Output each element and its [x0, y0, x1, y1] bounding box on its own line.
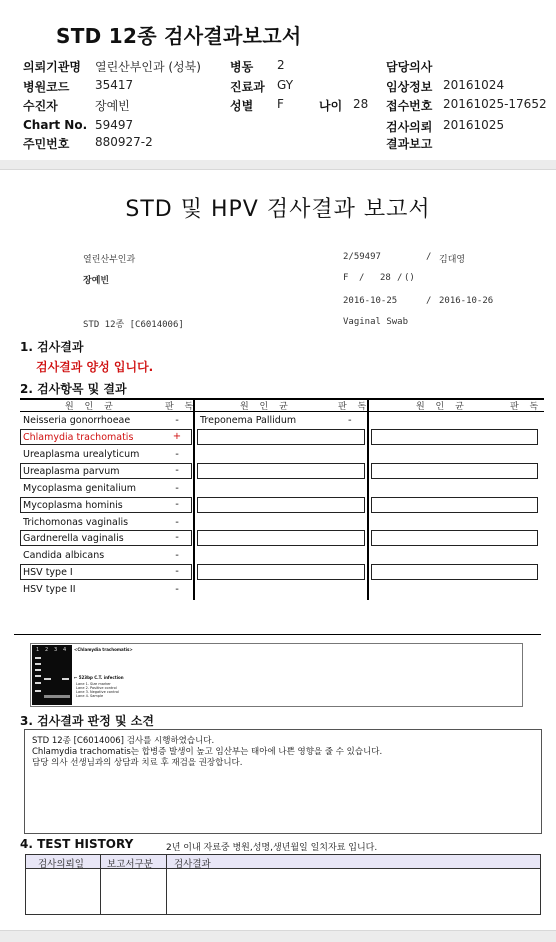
organism-result: - — [175, 499, 179, 510]
report-sex: F — [343, 273, 349, 283]
gel-band — [35, 669, 41, 671]
gel-band — [35, 657, 41, 659]
age-label: 나이 — [319, 99, 343, 113]
hospital-code-value: 35417 — [95, 78, 134, 92]
divider-line — [14, 634, 541, 635]
report-age: 28 — [380, 273, 391, 283]
col1-pathogen-header: 원 인 균 — [65, 402, 117, 412]
report-doctor-separator: / — [426, 252, 432, 262]
report-paren: () — [404, 273, 415, 283]
organism-name: Ureaplasma urealyticum — [23, 449, 140, 460]
history-col-divider — [100, 855, 101, 914]
gel-legend-item: Lane 2. Positive control — [76, 686, 117, 690]
organism-result: - — [175, 532, 179, 543]
organism-result: - — [175, 566, 179, 577]
organism-name: Mycoplasma genitalium — [23, 483, 137, 494]
col3-pathogen-header: 원 인 균 — [416, 402, 468, 412]
report-specimen: Vaginal Swab — [343, 317, 409, 327]
organism-result: - — [175, 550, 179, 561]
organism-result: - — [175, 517, 179, 528]
report-doctor-name: 김대영 — [439, 255, 466, 265]
organism-result: - — [175, 415, 179, 426]
gel-lane-number: 3 — [54, 647, 58, 653]
positive-result-text: 검사결과 양성 입니다. — [36, 360, 154, 374]
hospital-code-label: 병원코드 — [23, 80, 70, 94]
gel-legend-item: Lane 1. Size marker — [76, 682, 111, 686]
gel-band — [35, 690, 41, 692]
history-col-request-date: 검사의뢰일 — [38, 859, 84, 870]
resident-no-label: 주민번호 — [23, 137, 70, 151]
col3-judgement-header: 판 독 — [510, 402, 543, 412]
col2-judgement-header: 판 독 — [338, 402, 371, 412]
gel-lane-number: 1 — [36, 647, 40, 653]
col2-organism-result: - — [348, 415, 352, 426]
opinion-box — [24, 729, 542, 834]
clinical-info-label: 임상정보 — [386, 80, 433, 94]
organism-name: Mycoplasma hominis — [23, 500, 123, 511]
chart-no-label: Chart No. — [23, 118, 88, 132]
col2-organism-name: Treponema Pallidum — [200, 415, 297, 426]
history-col-result: 검사결과 — [174, 859, 211, 870]
organism-name: Gardnerella vaginalis — [23, 533, 124, 544]
gel-band — [62, 678, 69, 680]
gel-photo — [32, 645, 72, 705]
sex-value: F — [277, 97, 284, 111]
receipt-no-label: 접수번호 — [386, 99, 433, 113]
organism-name: HSV type II — [23, 584, 76, 595]
section-2-title: 2. 검사항목 및 결과 — [20, 382, 127, 396]
ward-label: 병동 — [230, 60, 254, 74]
gel-band — [44, 695, 70, 698]
gel-title: <Chlamydia trachomatis> — [74, 647, 133, 652]
col3-empty-box — [371, 530, 538, 546]
report-slash-1: / — [359, 273, 365, 283]
gel-band — [44, 678, 51, 680]
header-title: STD 12종 검사결과보고서 — [56, 24, 302, 48]
patient-label: 수진자 — [23, 99, 58, 113]
organism-result: - — [175, 449, 179, 460]
result-report-label: 결과보고 — [386, 137, 433, 151]
gel-band — [35, 663, 41, 665]
organism-name-positive: Chlamydia trachomatis — [23, 432, 134, 443]
report-slash-2: / — [397, 273, 403, 283]
chart-no-value: 59497 — [95, 118, 134, 132]
page-bottom-separator — [0, 930, 556, 942]
col2-empty-box — [197, 463, 365, 479]
gel-band — [35, 682, 41, 684]
section-4-title: 4. TEST HISTORY — [20, 837, 134, 851]
col2-pathogen-header: 원 인 균 — [240, 402, 292, 412]
organism-name: Neisseria gonorrhoeae — [23, 415, 131, 426]
report-date-requested: 2016-10-25 — [343, 296, 398, 306]
report-date-separator: / — [426, 296, 432, 306]
col3-empty-box — [371, 497, 538, 513]
col2-empty-box — [197, 564, 365, 580]
report-header — [0, 0, 556, 160]
organism-result: - — [175, 465, 179, 476]
history-note: 2년 이내 자료중 병원,성명,생년월일 일치자료 입니다. — [166, 843, 378, 853]
col3-empty-box — [371, 564, 538, 580]
report-institution: 열린산부인과 — [83, 255, 136, 265]
report-test-code: STD 12종 [C6014006] — [83, 320, 184, 330]
col2-empty-box — [197, 429, 365, 445]
gel-lane-number: 4 — [63, 647, 67, 653]
gel-electrophoresis-image — [30, 643, 523, 707]
col2-empty-box — [197, 497, 365, 513]
test-history-table — [25, 854, 541, 915]
section-3-title: 3. 검사결과 판정 및 소견 — [20, 714, 154, 728]
resident-no-value: 880927-2 — [95, 135, 153, 149]
col3-empty-box — [371, 463, 538, 479]
report-patient: 장예빈 — [83, 276, 110, 286]
test-request-value: 20161025 — [443, 118, 505, 132]
section-1-title: 1. 검사결과 — [20, 340, 84, 354]
gel-legend-item: Lane 4. Sample — [76, 694, 104, 698]
clinical-info-value: 20161024 — [443, 78, 505, 92]
requesting-institution-label: 의뢰기관명 — [23, 60, 81, 74]
opinion-line: Chlamydia trachomatis는 합병증 발생이 높고 임산부는 태아에 나쁜 영향을 줄 수 있습니다. — [32, 747, 383, 757]
organism-result-positive: + — [172, 431, 182, 442]
history-col-report-type: 보고서구분 — [107, 859, 153, 870]
gel-band — [35, 675, 41, 677]
col2-empty-box — [197, 530, 365, 546]
requesting-institution-value: 열린산부인과 (성북) — [95, 60, 201, 74]
history-table-header — [26, 855, 540, 869]
organism-name: HSV type I — [23, 567, 73, 578]
organism-name: Trichomonas vaginalis — [23, 517, 129, 528]
organism-result: - — [175, 483, 179, 494]
organism-name: Ureaplasma parvum — [23, 466, 120, 477]
department-value: GY — [277, 78, 294, 92]
ward-value: 2 — [277, 58, 285, 72]
history-col-divider — [166, 855, 167, 914]
organism-result: - — [175, 584, 179, 595]
report-title: STD 및 HPV 검사결과 보고서 — [125, 197, 431, 222]
report-date-reported: 2016-10-26 — [439, 296, 494, 306]
col3-empty-box — [371, 429, 538, 445]
test-request-label: 검사의뢰 — [386, 120, 433, 134]
department-label: 진료과 — [230, 80, 265, 94]
grid-divider-2 — [367, 398, 369, 600]
col1-judgement-header: 판 독 — [165, 402, 198, 412]
gel-band-label: ← 523bp C.T. infection — [74, 675, 124, 680]
gel-lane-number: 2 — [45, 647, 49, 653]
grid-divider-1 — [193, 398, 195, 600]
opinion-line: STD 12종 [C6014006] 검사를 시행하였습니다. — [32, 736, 215, 746]
doctor-label: 담당의사 — [386, 60, 433, 74]
opinion-line: 담당 의사 선생님과의 상담과 치료 후 재검을 권장합니다. — [32, 758, 243, 768]
gel-legend-item: Lane 3. Negative control — [76, 690, 119, 694]
sex-label: 성별 — [230, 99, 254, 113]
receipt-no-value: 20161025-17652 — [443, 97, 547, 111]
age-value: 28 — [353, 97, 369, 111]
report-chart-doctor: 2/59497 — [343, 252, 381, 262]
results-grid — [20, 398, 544, 600]
patient-value: 장예빈 — [95, 99, 130, 113]
page-separator — [0, 160, 556, 170]
organism-name: Candida albicans — [23, 550, 105, 561]
